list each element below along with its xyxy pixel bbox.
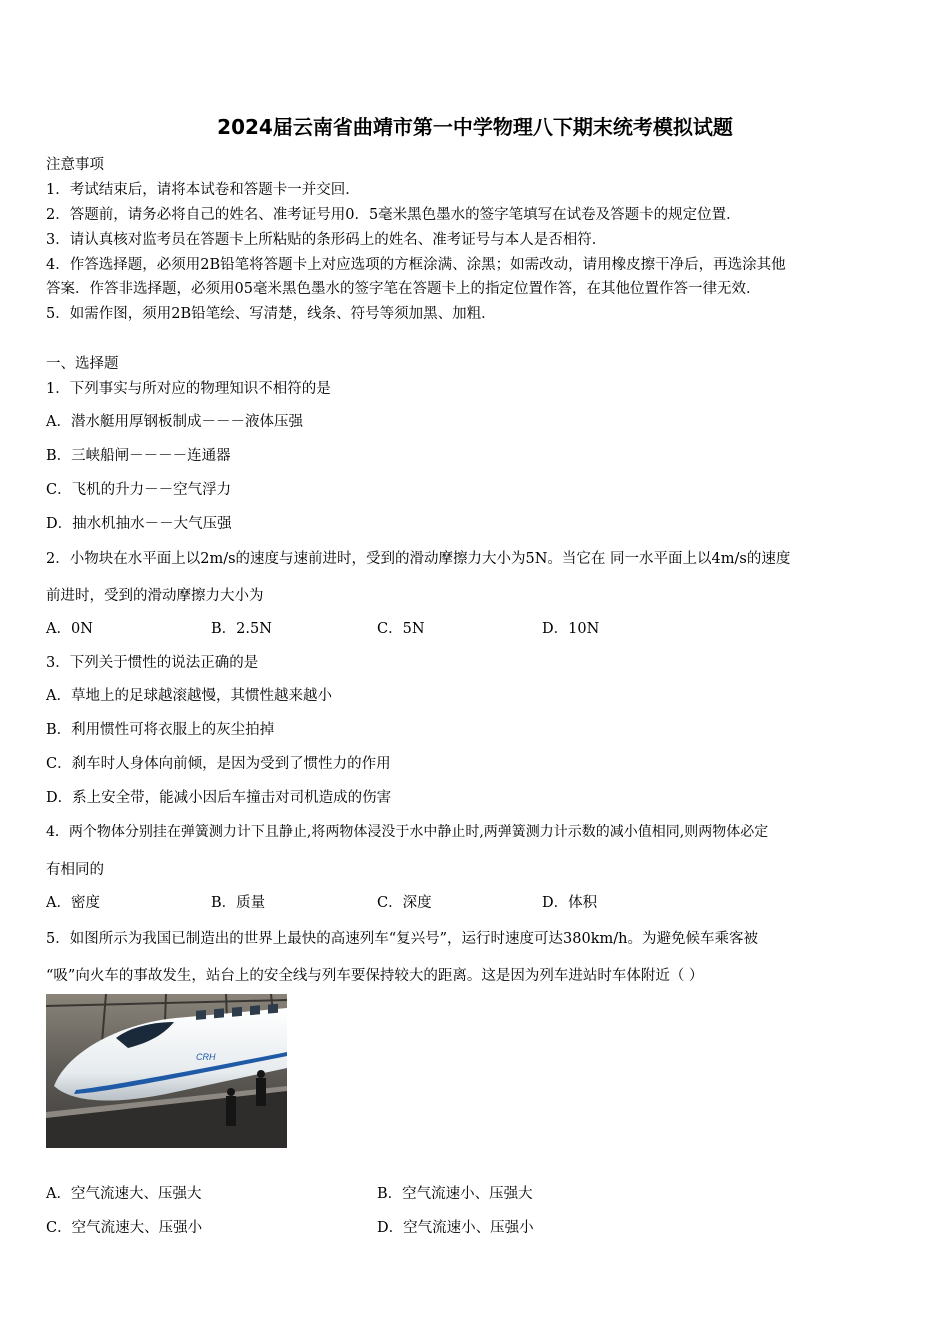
question-5-stem-cont: “吸”向火车的事故发生，站台上的安全线与列车要保持较大的距离。这是因为列车进站时车体附近（ ） [46, 968, 704, 984]
question-2-option-d: D．10N [542, 621, 600, 637]
question-1-option-a: A．潜水艇用厚钢板制成－－－液体压强 [46, 414, 303, 430]
notice-item: 1．考试结束后，请将本试卷和答题卡一并交回． [46, 182, 360, 198]
question-5-option-b: B．空气流速小、压强大 [377, 1186, 533, 1202]
question-2-stem-cont: 前进时，受到的滑动摩擦力大小为 [46, 588, 264, 604]
question-3-stem: 3．下列关于惯性的说法正确的是 [46, 655, 259, 671]
question-5-option-a: A．空气流速大、压强大 [46, 1186, 202, 1202]
question-4-stem: 4．两个物体分别挂在弹簧测力计下且静止,将两物体浸没于水中静止时,两弹簧测力计示数的减小值相同,则两物体必定 [46, 824, 769, 840]
question-4-stem-cont: 有相同的 [46, 862, 104, 878]
question-5-stem: 5．如图所示为我国已制造出的世界上最快的高速列车“复兴号”，运行时速度可达380km/h。为避免候车乘客被 [46, 931, 758, 947]
question-5-option-d: D．空气流速小、压强小 [377, 1220, 534, 1236]
question-1-option-b: B．三峡船闸－－－－连通器 [46, 448, 231, 464]
question-4-option-c: C．深度 [377, 895, 432, 911]
question-4-option-b: B．质量 [211, 895, 266, 911]
question-5-option-c: C．空气流速大、压强小 [46, 1220, 203, 1236]
notice-item: 答案．作答非选择题，必须用05毫米黑色墨水的签字笔在答题卡上的指定位置作答，在其他位置作答一律无效． [46, 281, 761, 297]
question-2-option-b: B．2.5N [211, 621, 272, 637]
notice-item: 3．请认真核对监考员在答题卡上所粘贴的条形码上的姓名、准考证号与本人是否相符． [46, 232, 607, 248]
question-4-option-d: D．体积 [542, 895, 598, 911]
notice-item: 2．答题前，请务必将自己的姓名、准考证号用0．5毫米黑色墨水的签字笔填写在试卷及答题卡的规定位置． [46, 207, 741, 223]
section-heading: 一、选择题 [46, 356, 119, 372]
question-3-option-a: A．草地上的足球越滚越慢，其惯性越来越小 [46, 688, 332, 704]
question-3-option-d: D．系上安全带，能减小因后车撞击对司机造成的伤害 [46, 790, 392, 806]
train-logo-text: CRH [196, 1052, 216, 1062]
question-2-option-a: A．0N [46, 621, 93, 637]
question-2-option-c: C．5N [377, 621, 425, 637]
question-1-stem: 1．下列事实与所对应的物理知识不相符的是 [46, 381, 331, 397]
train-photo [46, 994, 287, 1148]
question-1-option-c: C．飞机的升力－－空气浮力 [46, 482, 232, 498]
notice-item: 4．作答选择题，必须用2B铅笔将答题卡上对应选项的方框涂满、涂黑；如需改动，请用橡皮擦干净后，再选涂其他 [46, 257, 786, 273]
question-3-option-c: C．刹车时人身体向前倾，是因为受到了惯性力的作用 [46, 756, 391, 772]
notice-heading: 注意事项 [46, 157, 104, 173]
page-title: 2024届云南省曲靖市第一中学物理八下期末统考模拟试题 [217, 115, 733, 139]
question-1-option-d: D．抽水机抽水－－大气压强 [46, 516, 232, 532]
question-2-stem: 2．小物块在水平面上以2m/s的速度与速前进时，受到的滑动摩擦力大小为5N。当它在 同一水平面上以4m/s的速度 [46, 551, 791, 567]
notice-item: 5．如需作图，须用2B铅笔绘、写清楚，线条、符号等须加黑、加粗． [46, 306, 496, 322]
question-3-option-b: B．利用惯性可将衣服上的灰尘拍掉 [46, 722, 275, 738]
high-speed-train-illustration [46, 994, 287, 1148]
question-4-option-a: A．密度 [46, 895, 100, 911]
